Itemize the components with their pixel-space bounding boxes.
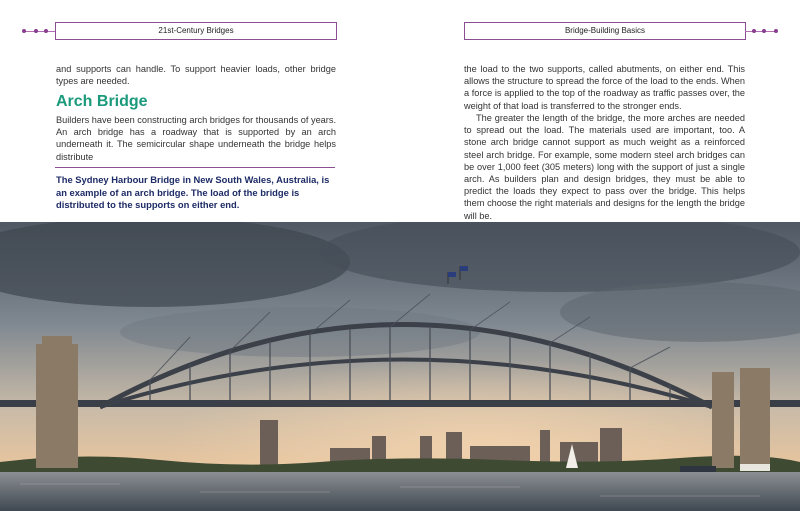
right-paragraph-1: the load to the two supports, called abutments, on either end. This allows the structure to spread the force of the load to the ends. When a force is applied to the top of the roadway as traffic passes over, the weight of that load is transferred to the stronger ends. [464,64,745,111]
header-ornament-dot [44,29,48,33]
callout-rule [55,167,335,168]
header-ornament-dot [752,29,756,33]
header-rule-left [24,31,56,32]
left-intro-text: and supports can handle. To support heavier loads, other bridge types are needed. [56,64,336,87]
section-heading: Arch Bridge [56,93,148,110]
left-paragraph: Builders have been constructing arch bridges for thousands of years. An arch bridge has a roadway that is supported by an arch underneath it. The semicircular shape underneath the bridge helps distribute [56,115,336,162]
photo-callout: The Sydney Harbour Bridge in New South Wales, Australia, is an example of an arch bridge. The load of the bridge is distributed to the supports on either end. [56,174,330,210]
sydney-harbour-bridge-photo [0,222,800,511]
header-ornament-dot [22,29,26,33]
header-ornament-dot [774,29,778,33]
running-header-left: 21st-Century Bridges [55,22,337,40]
header-ornament-dot [762,29,766,33]
header-rule-right [745,31,776,32]
right-paragraph-2: The greater the length of the bridge, the more arches are needed to spread out the load. The materials used are important, too. A stone arch bridge cannot support as much weight as a reinforced steel arch bridge. For example, some modern steel arch bridges can be over 1,000 feet (305 meters) long with the support of just a single arch. As builders plan and design bridges, they must be able to predict the loads they expect to pass over the bridge. This helps them choose the right materials and designs for the length the bridge will be. [464,113,745,221]
header-ornament-dot [34,29,38,33]
running-header-right: Bridge-Building Basics [464,22,746,40]
